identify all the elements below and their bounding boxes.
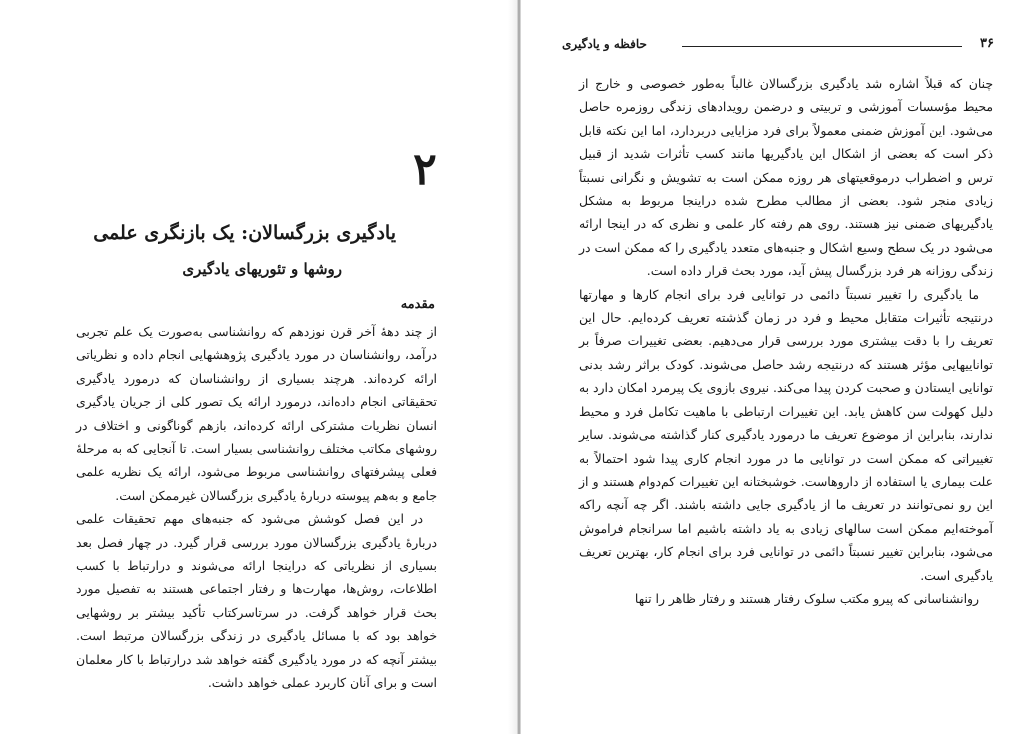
page-number: ۳۶ bbox=[980, 36, 994, 51]
chapter-subtitle: روشها و تئوریهای یادگیری bbox=[182, 260, 342, 278]
left-page-body bbox=[76, 320, 437, 695]
header-rule bbox=[682, 46, 962, 47]
paragraph: چنان که قبلاً اشاره شد یادگیری بزرگسالان غالباً به‌طور خصوصی و خارج از محیط مؤسسات آموزشی و تربیتی و درضمن رویدادهای زندگی روزمره حاصل می‌شود. این آموزش ضمنی معمولاً برای فرد مزایایی دربردارد، اما این نکته قابل ذکر است که بعضی از اشکال این یادگیریها مانند کسب تأثرات شدید از قبیل ترس و اضطراب درموقعیتهای هر روزه ممکن است به تشویش و نگرانی نسبتاً زیادی منجر شود. بعضی از مطالب مطرح شده دراینجا مربوط به مشکل یادگیریهای ضمنی نیز هستند. روی هم رفته کار علمی و نظری که در اینجا ارائه می‌شود در یک سطح وسیع اشکال و جنبه‌های متعدد یادگیری را که ممکن است در زندگی روزانه هر فرد بزرگسال پیش آید، مورد بحث قرار داده است. bbox=[579, 76, 993, 279]
running-title: حافظه و یادگیری bbox=[562, 37, 647, 51]
running-head bbox=[562, 36, 994, 56]
right-page bbox=[521, 0, 1035, 734]
paragraph: از چند دههٔ آخر قرن نوزدهم که روانشناسی به‌صورت یک علم تجربی درآمد، روانشناسان در مورد یادگیری پژوهشهایی انجام داده و نظریاتی ارائه کرده‌اند. هرچند بسیاری از روانشناسان که درمورد یادگیری تحقیقاتی انجام داده‌اند، درمورد ارائه یک تصور کلی از جریان یادگیری انسان نظریات مشترکی ارائه کرده‌اند، بازهم گوناگونی و اختلاف در روشهای مکاتب مختلف روانشناسی بسیار است. تا آنجایی که به مرحلهٔ فعلی پیشرفتهای روانشناسی مربوط می‌شود، ارائه یک نظریه علمی جامع و به‌هم پیوسته دربارهٔ یادگیری بزرگسالان غیرممکن است. bbox=[76, 324, 437, 503]
right-page-body bbox=[579, 72, 993, 610]
gutter-shadow bbox=[508, 0, 517, 734]
chapter-title: یادگیری بزرگسالان: یک بازنگری علمی bbox=[93, 222, 396, 244]
paragraph: ما یادگیری را تغییر نسبتاً دائمی در توانایی فرد برای انجام کارها و مهارتها درنتیجه تأثیرات متقابل محیط و فرد در زمان گذشته تعریف کرده‌ایم. حال این تعریف را با دقت بیشتری مورد بررسی قرار می‌دهیم. بعضی تغییرات صرفاً بر تواناییهایی مؤثر هستند که درنتیجه رشد حاصل می‌شوند. کودک براثر رشد بدنی توانایی ایستادن و صحبت کردن پیدا می‌کند. نیروی بازوی یک پیرمرد امکان دارد به دلیل کهولت سن کاهش یابد. این تغییرات ارتباطی با ماهیت تکامل فرد و محیط ندارند، بنابراین از موضوع تعریف ما درمورد یادگیری کنار گذاشته می‌شوند. سایر تغییراتی که ممکن است در توانایی ما در مورد انجام کاری پیدا شود احتمالاً به علت بیماری یا استفاده از داروهاست. خوشبختانه این تغییرات کم‌دوام هستند و از این رو نمی‌توانند در تعریف ما از یادگیری جایی داشته باشند. اگر چه آنچه راکه آموخته‌ایم ممکن است سالهای زیادی به یاد داشته باشیم اما سرانجام فراموش می‌شود، بنابراین تغییر نسبتاً دائمی در توانایی فرد برای انجام کار، بهترین تعریف یادگیری است. bbox=[578, 286, 993, 583]
paragraph: در این فصل کوشش می‌شود که جنبه‌های مهم تحقیقات علمی دربارهٔ یادگیری بزرگسالان مورد بررسی قرار گیرد. در چهار فصل بعد بسیاری از نظریاتی که دراینجا ارائه می‌شوند و درارتباط با کسب اطلاعات، روش‌ها، مهارت‌ها و رفتار اجتماعی هستند به تفصیل مورد بحث قرار خواهد گرفت. در سرتاسرکتاب تأکید بیشتر بر روشهایی خواهد بود که با مسائل یادگیری در زندگی بزرگسالان مرتبط است. بیشتر آنچه که در مورد یادگیری گفته خواهد شد درارتباط با کار معلمان است و برای آنان کاربرد عملی خواهد داشت. bbox=[76, 511, 437, 691]
section-heading: مقدمه bbox=[400, 297, 435, 312]
paragraph: روانشناسانی که پیرو مکتب سلوک رفتار هستند و رفتار ظاهر را تنها bbox=[634, 590, 979, 606]
chapter-number: ۲ bbox=[413, 144, 437, 195]
